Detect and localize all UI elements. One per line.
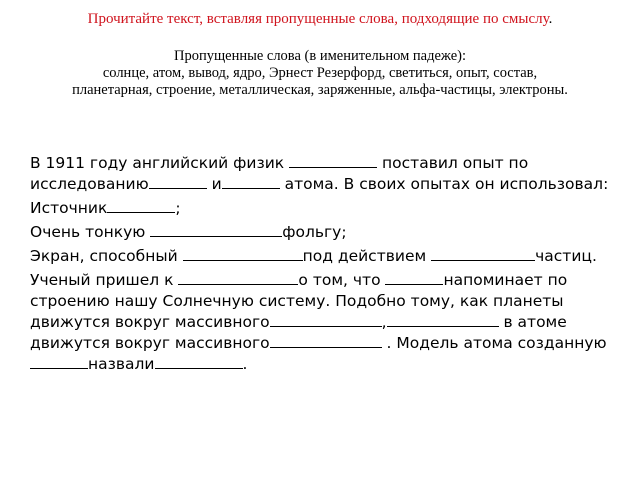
blank-13[interactable] bbox=[30, 367, 88, 369]
blank-1[interactable] bbox=[289, 166, 377, 168]
blank-4[interactable] bbox=[107, 211, 175, 213]
blank-11[interactable] bbox=[387, 325, 499, 327]
blank-12[interactable] bbox=[270, 346, 382, 348]
blank-10[interactable] bbox=[270, 325, 382, 327]
instruction-text: Прочитайте текст, вставляя пропущенные слова, подходящие по смыслу bbox=[87, 11, 549, 27]
instruction-period: . bbox=[548, 11, 553, 27]
task-header bbox=[0, 10, 640, 99]
missing-words-line-2: планетарная, строение, металлическая, заряженные, альфа-частицы, электроны. bbox=[72, 82, 568, 98]
blank-7[interactable] bbox=[431, 259, 535, 261]
blank-6[interactable] bbox=[183, 259, 303, 261]
missing-words-title: Пропущенные слова (в именительном падеже): bbox=[173, 48, 467, 64]
blank-3[interactable] bbox=[222, 187, 280, 189]
blank-2[interactable] bbox=[149, 187, 207, 189]
paragraph-4: Экран, способный под действием частиц. bbox=[30, 247, 597, 265]
missing-words-block bbox=[0, 48, 640, 99]
missing-words-line-1: солнце, атом, вывод, ядро, Эрнест Резерфорд, светиться, опыт, состав, bbox=[102, 65, 538, 81]
blank-5[interactable] bbox=[150, 235, 282, 237]
blank-8[interactable] bbox=[178, 283, 298, 285]
blank-9[interactable] bbox=[385, 283, 443, 285]
paragraph-1: В 1911 году английский физик поставил опыт по исследованию и атома. В своих опытах он использовал: bbox=[30, 154, 609, 193]
paragraph-2: Источник ; bbox=[30, 199, 181, 217]
paragraph-5: Ученый пришел к о том, что напоминает по строению нашу Солнечную систему. Подобно тому, как планеты движутся вокруг массивного , в атоме движутся вокруг массивного . Модель атома созданную назвали . bbox=[30, 271, 607, 373]
fill-in-text bbox=[30, 153, 630, 378]
paragraph-3: Очень тонкую фольгу; bbox=[30, 223, 347, 241]
blank-14[interactable] bbox=[155, 367, 243, 369]
task-instruction bbox=[0, 10, 640, 28]
